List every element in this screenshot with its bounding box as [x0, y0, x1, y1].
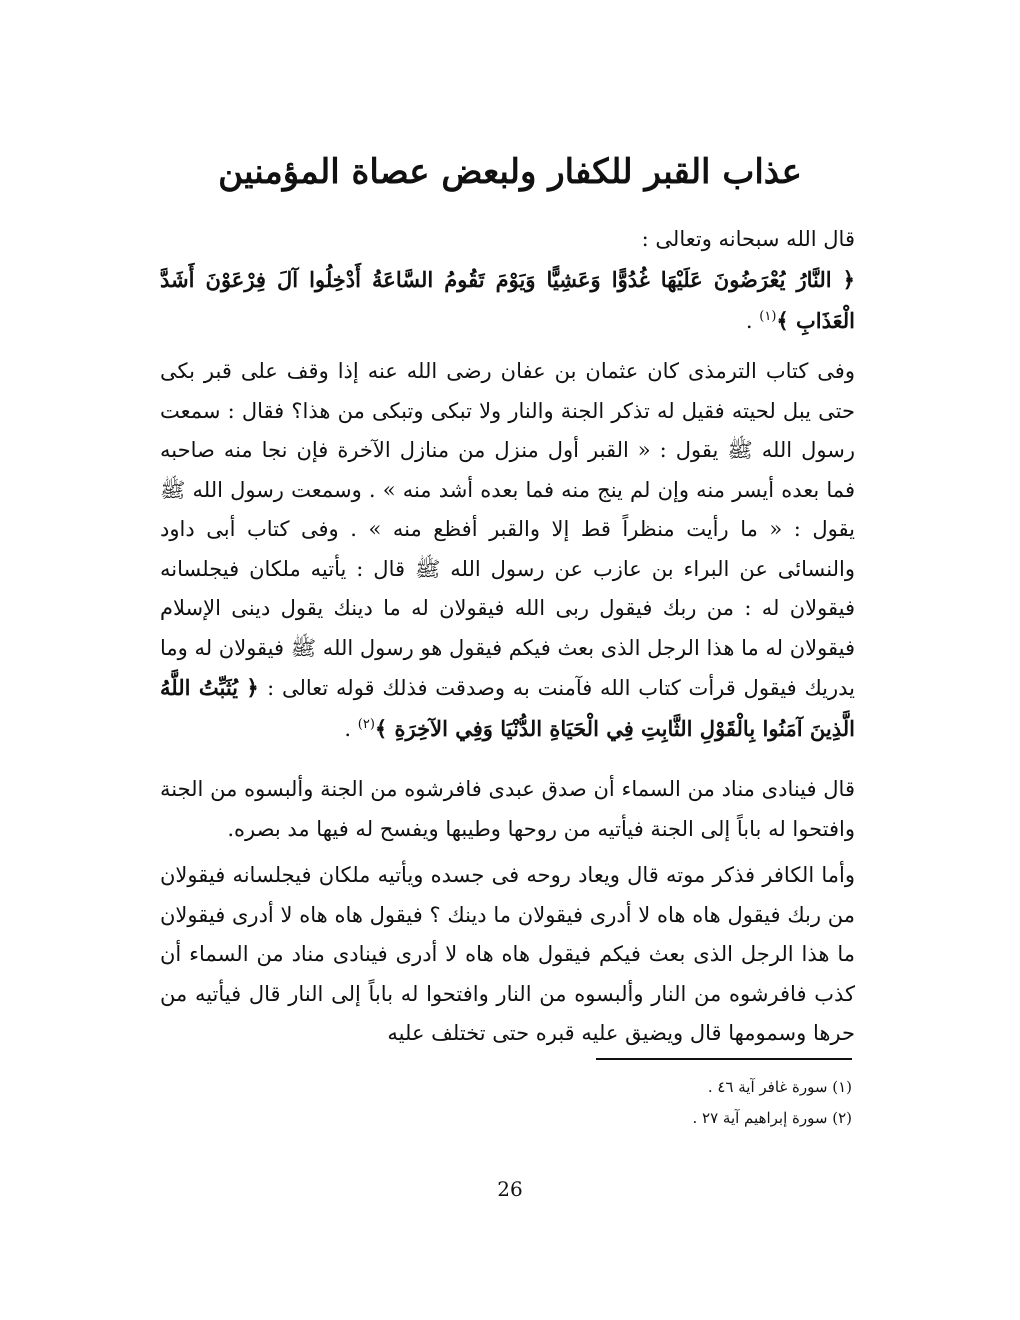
footnote-2: (٢) سورة إبراهيم آية ٢٧ .	[692, 1109, 852, 1127]
disbeliever-paragraph: وأما الكافر فذكر موته قال ويعاد روحه فى جسده ويأتيه ملكان فيجلسانه فيقولان من ربك فيقول هاه هاه لا أدرى فيقولان ما دينك ؟ فيقول هاه هاه لا أدرى فيقولان ما هذا الرجل الذى بعث فيكم فيقول هاه هاه لا أدرى فينادى مناد من السماء أن كذب فافرشوه من النار وألبسوه من النار وافتحوا له باباً إلى النار قال فيأتيه من حرها وسمومها قال ويضيق عليه قبره حتى تختلف عليه	[160, 863, 855, 1045]
quran-verse-1-block	[160, 260, 855, 341]
verse-2-terminal: .	[344, 716, 358, 741]
quran-verse-2: ﴿ يُثَبِّتُ اللَّهُ الَّذِينَ آمَنُوا بِالْقَوْلِ الثَّابِتِ فِي الْحَيَاةِ الدُّنْيَا وَفِي الآخِرَةِ ﴾	[160, 675, 855, 741]
verse-1-terminal: .	[745, 308, 760, 333]
quran-verse-1: ﴿ النَّارُ يُعْرَضُونَ عَلَيْهَا غُدُوًّا وَعَشِيًّا وَيَوْمَ تَقُومُ السَّاعَةُ أَدْخِلُوا آلَ فِرْعَوْنَ أَشَدَّ الْعَذَابِ ﴾	[160, 267, 855, 333]
footnote-1: (١) سورة غافر آية ٤٦ .	[707, 1078, 852, 1096]
footnote-divider	[596, 1058, 852, 1060]
hadith-text: وفى كتاب الترمذى كان عثمان بن عفان رضى الله عنه إذا وقف على قبر بكى حتى يبل لحيته فقيل له تذكر الجنة والنار ولا تبكى وتبكى من هذا؟ فقال : سمعت رسول الله ﷺ يقول : « القبر أول منزل من منازل الآخرة فإن نجا منه صاحبه فما بعده أيسر منه وإن لم ينج منه فما بعده أشد منه » . وسمعت رسول الله ﷺ يقول : « ما رأيت منظراً قط إلا والقبر أفظع منه » . وفى كتاب أبى داود والنسائى عن البراء بن عازب عن رسول الله ﷺ قال : يأتيه ملكان فيجلسانه فيقولان له : من ربك فيقول ربى الله فيقولان له ما دينك يقول دينى الإسلام فيقولان له ما هذا الرجل الذى بعث فيكم فيقول هو رسول الله ﷺ فيقولان له وما يدريك فيقول قرأت كتاب الله فآمنت به وصدقت فذلك قوله تعالى :	[160, 359, 855, 700]
believer-paragraph: قال فينادى مناد من السماء أن صدق عبدى فافرشوه من الجنة وألبسوه من الجنة وافتحوا له باباً إلى الجنة فيأتيه من روحها وطيبها ويفسح له فيها مد بصره.	[160, 777, 855, 841]
page-number: 26	[497, 1177, 523, 1201]
hadith-paragraph	[160, 352, 855, 749]
footnote-ref-2: (٢)	[357, 716, 375, 732]
page-title: عذاب القبر للكفار ولبعض عصاة المؤمنين	[218, 152, 802, 192]
intro-line: قال الله سبحانه وتعالى :	[641, 227, 855, 251]
footnote-ref-1: (١)	[759, 308, 777, 324]
